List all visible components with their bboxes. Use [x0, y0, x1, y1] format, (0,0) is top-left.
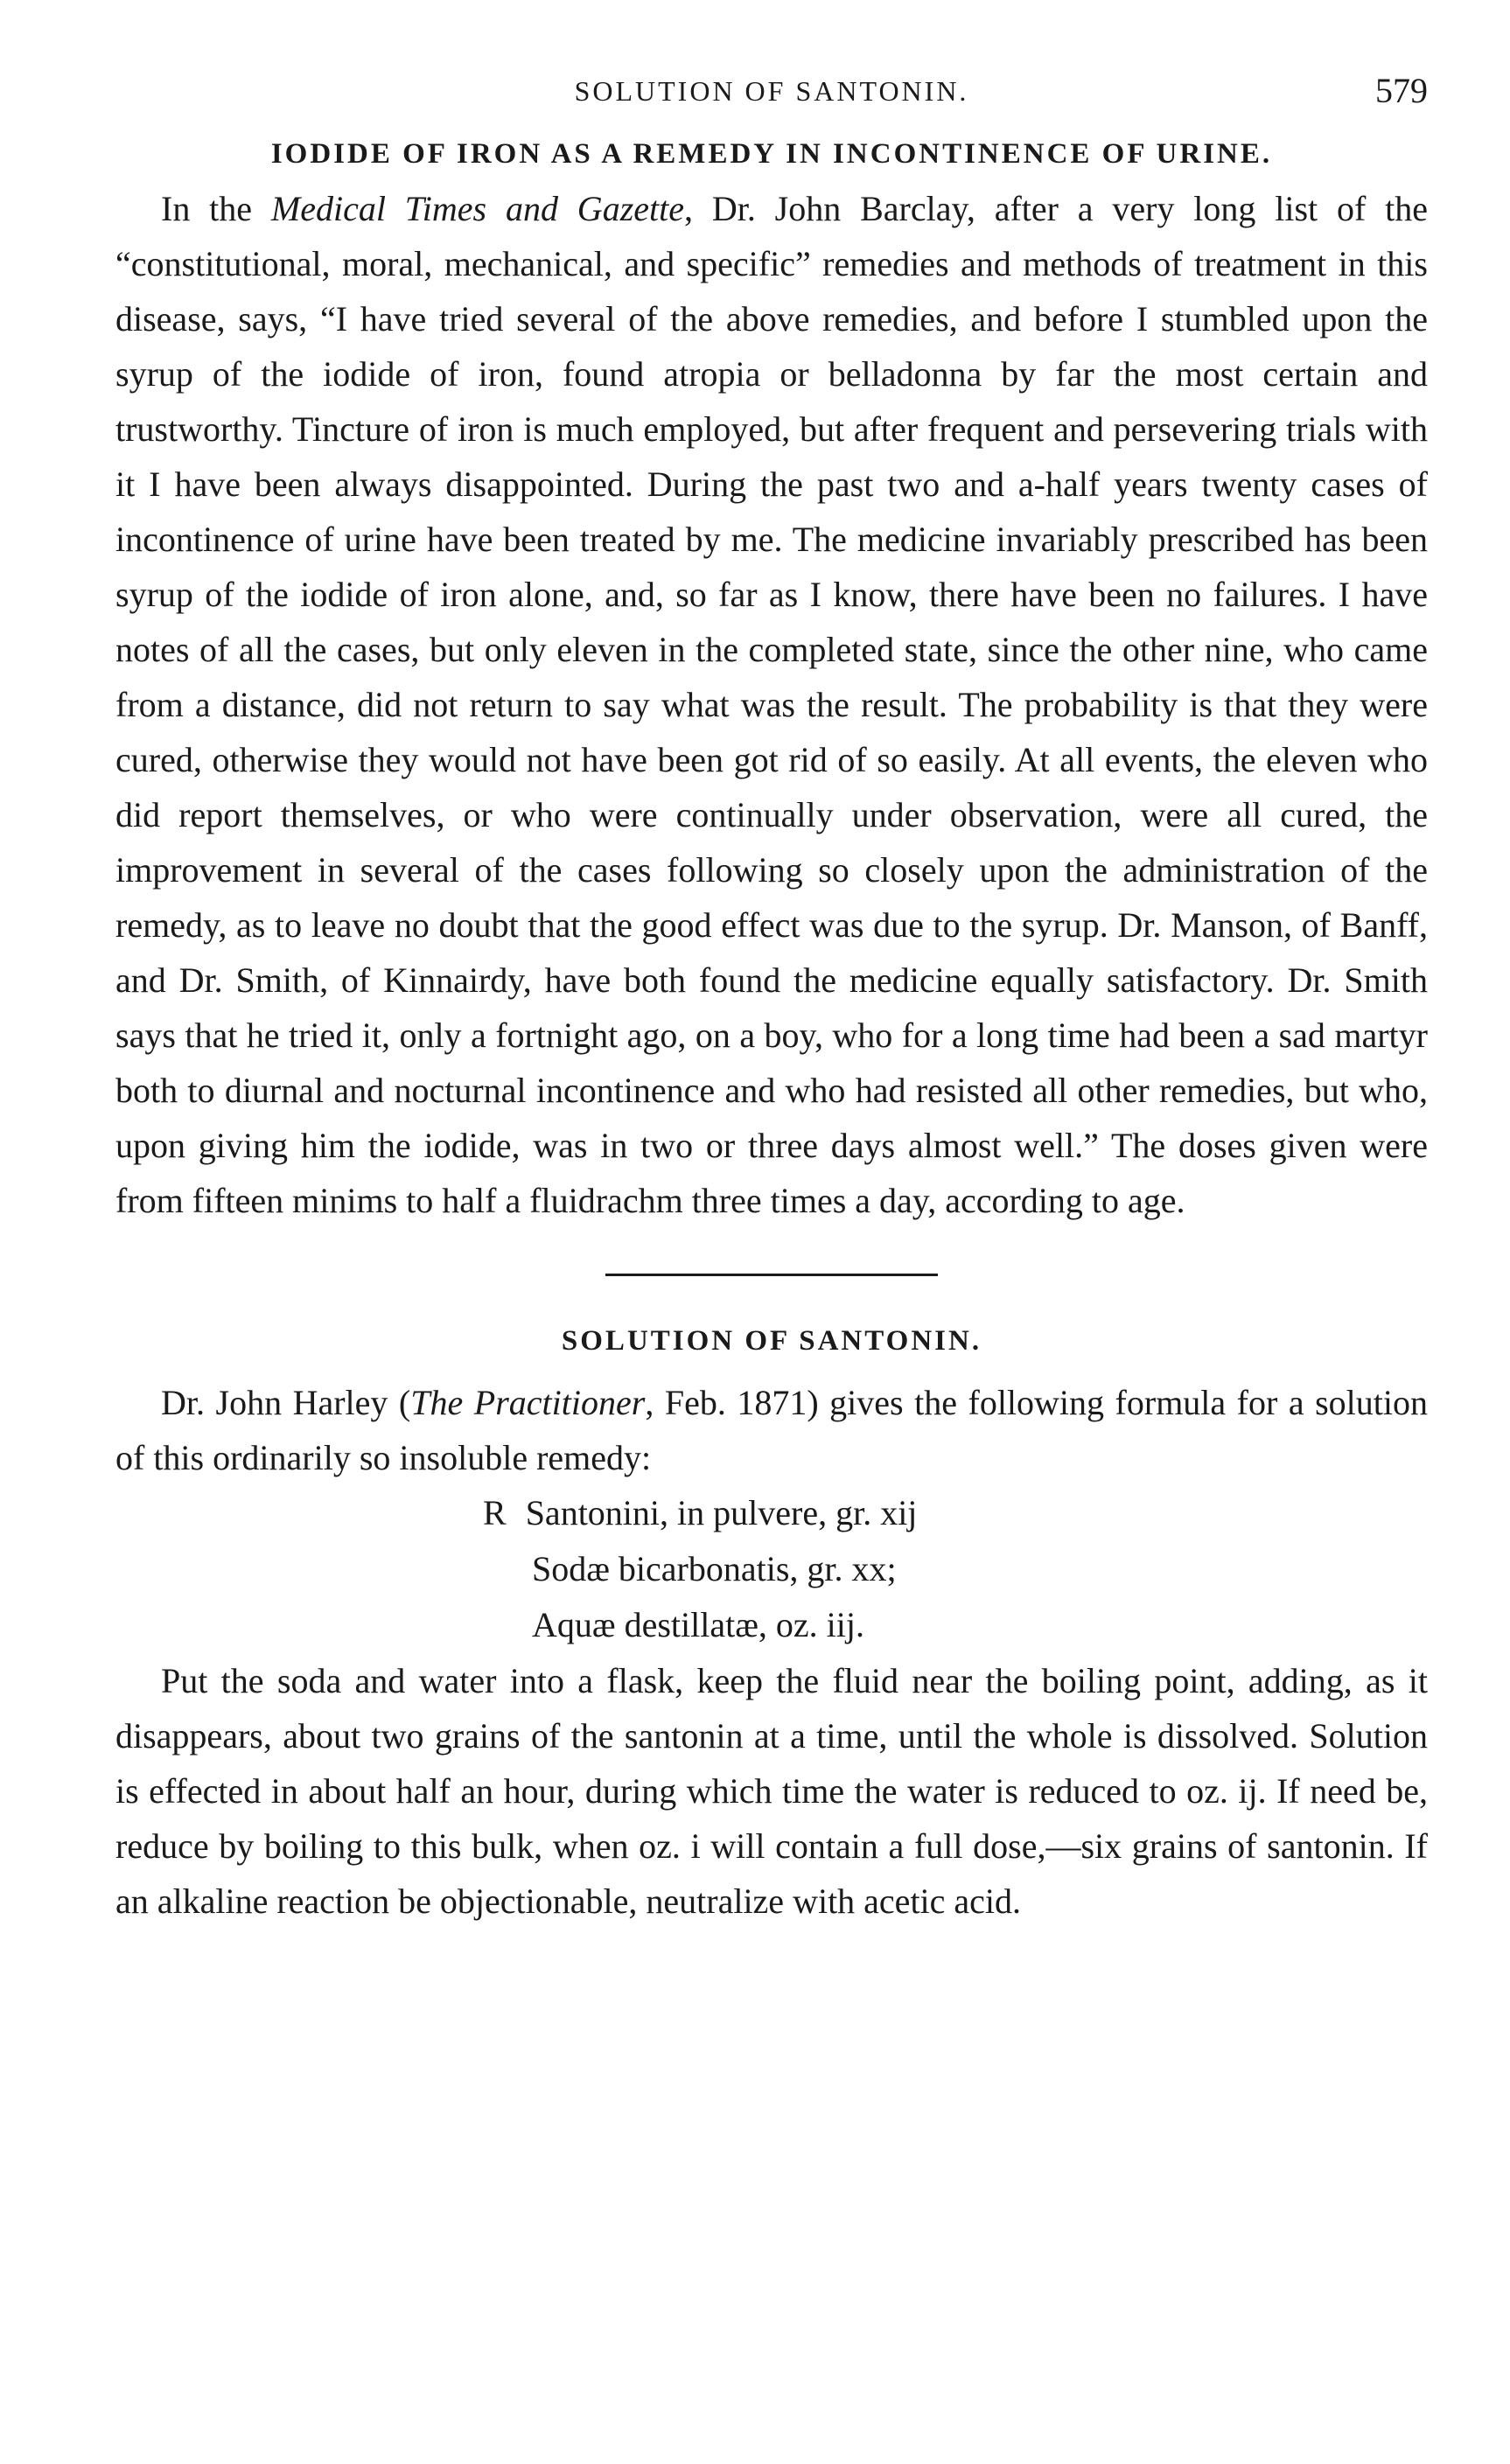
- section-heading-santonin: SOLUTION OF SANTONIN.: [561, 1325, 982, 1357]
- book-page: [115, 61, 1428, 1929]
- paragraph-text: , Dr. John Barclay, after a very long list of the “constitutional, moral, mechanical, and specific” remedies and methods of treatment in this disease, says, “I have tried several of the above remedies, and before I stumbled upon the syrup of the iodide of iron, found atropia or belladonna by far the most certain and trustworthy. Tincture of iron is much employed, but after frequent and persevering trials with it I have been always disappointed. During the past two and a-half years twenty cases of incontinence of urine have been treated by me. The medicine invariably prescribed has been syrup of the iodide of iron alone, and, so far as I know, there have been no failures. I have notes of all the cases, but only eleven in the completed state, since the other nine, who came from a distance, did not return to say what was the result. The probability is that they were cured, otherwise they would not have been got rid of so easily. At all events, the eleven who did report themselves, or who were continually under observation, were all cured, the improvement in several of the cases following so closely upon the administration of the remedy, as to leave no doubt that the good effect was due to the syrup. Dr. Manson, of Banff, and Dr. Smith, of Kinnairdy, have both found the medicine equally satisfactory. Dr. Smith says that he tried it, only a fortnight ago, on a boy, who for a long time had been a sad martyr both to diurnal and nocturnal incontinence and who had resisted all other remedies, but who, upon giving him the iodide, was in two or three days almost well.” The doses given were from fifteen minims to half a fluidrachm three times a day, according to age.: [115, 189, 1429, 1220]
- paragraph-santonin-intro: [115, 1375, 1428, 1485]
- paragraph-text: , Feb. 1871) gives the following formula for a solution of this ordinarily so insoluble remedy:: [115, 1383, 1429, 1477]
- paragraph-santonin-method: Put the soda and water into a flask, keep the fluid near the boiling point, adding, as it disappears, about two grains of the santonin at a time, until the whole is dissolved. Solution is effected in about half an hour, during which time the water is reduced to oz. ij. If need be, reduce by boiling to this bulk, when oz. i will contain a full dose,—six grains of santonin. If an alkaline reaction be objectionable, neutralize with acetic acid.: [115, 1661, 1428, 1921]
- formula-ingredient: Sodæ bicarbonatis, gr. xx;: [532, 1549, 897, 1588]
- formula-line: [483, 1597, 1428, 1653]
- section-heading-iodide: IODIDE OF IRON AS A REMEDY IN INCONTINENCE OF URINE.: [270, 138, 1273, 170]
- formula-line: [483, 1541, 1428, 1597]
- journal-title: The Practitioner: [410, 1383, 646, 1422]
- page-number: 579: [1375, 71, 1428, 110]
- formula-line: [483, 1485, 1428, 1541]
- running-title: SOLUTION OF SANTONIN.: [574, 75, 969, 107]
- paragraph-text: In the: [161, 189, 271, 228]
- journal-title: Medical Times and Gazette: [270, 189, 684, 228]
- recipe-symbol: R: [483, 1493, 507, 1532]
- paragraph-text: Dr. John Harley (: [161, 1383, 411, 1422]
- section-divider: [605, 1274, 938, 1276]
- paragraph-iodide: [115, 181, 1428, 1228]
- prescription-formula: [483, 1485, 1428, 1653]
- running-head: [115, 61, 1428, 122]
- formula-ingredient: Aquæ destillatæ, oz. iij.: [532, 1605, 864, 1644]
- formula-ingredient: Santonini, in pulvere, gr. xij: [525, 1493, 918, 1532]
